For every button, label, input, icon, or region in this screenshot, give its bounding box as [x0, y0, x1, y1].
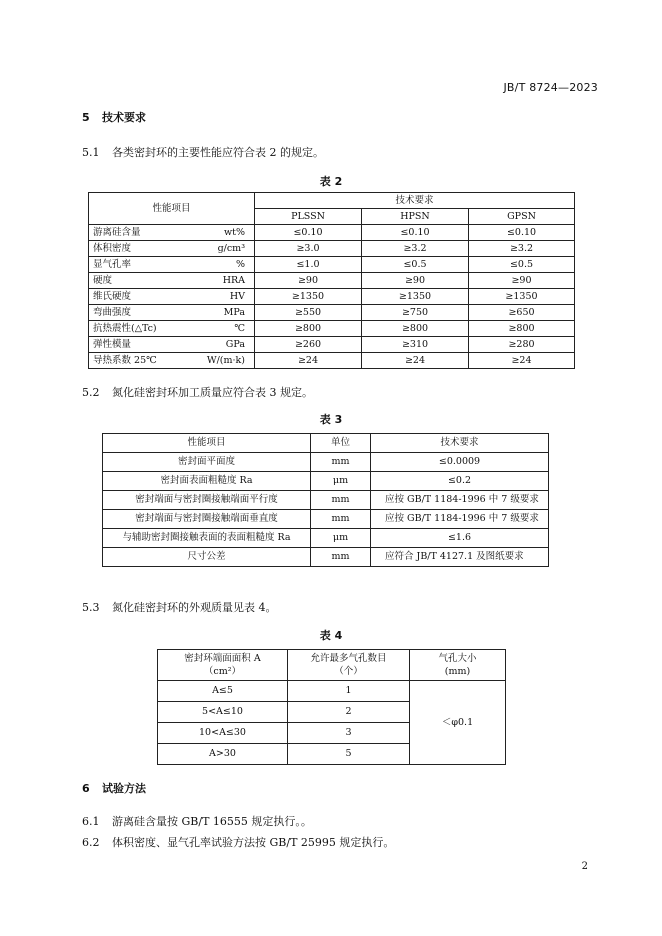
item-cell: 尺寸公差	[103, 548, 311, 567]
table-3-column-header: 单位	[311, 434, 371, 453]
pore-size-cell: ＜φ0.1	[410, 681, 506, 765]
item-cell: 密封端面与密封圈接触端面垂直度	[103, 510, 311, 529]
value-cell: ≥24	[362, 353, 469, 369]
table-3-caption: 表 3	[319, 413, 343, 426]
table-row	[89, 305, 575, 321]
value-cell: ≥1350	[255, 289, 362, 305]
property-unit: MPa	[223, 307, 245, 318]
table-4-header-size: 气孔大小 (mm)	[410, 650, 506, 681]
value-cell: ≥1350	[469, 289, 575, 305]
requirement-cell: ≤1.6	[371, 529, 549, 548]
property-cell	[89, 305, 255, 321]
requirement-cell: 应按 GB/T 1184-1996 中 7 级要求	[371, 510, 549, 529]
table-3	[102, 433, 549, 567]
requirement-cell: ≤0.0009	[371, 453, 549, 472]
value-cell: ≥260	[255, 337, 362, 353]
property-cell	[89, 353, 255, 369]
property-name: 体积密度	[93, 243, 132, 254]
clause-number: 6.1	[82, 815, 100, 828]
property-unit: GPa	[225, 339, 245, 350]
value-cell: ≤0.10	[362, 225, 469, 241]
table-2	[88, 192, 575, 369]
property-name: 弹性模量	[93, 339, 132, 350]
table-3-column-header: 性能项目	[103, 434, 311, 453]
value-cell: ≥280	[469, 337, 575, 353]
clause-number: 6.2	[82, 836, 100, 849]
value-cell: ≥800	[362, 321, 469, 337]
property-unit: g/cm³	[217, 243, 245, 254]
table-2-column-header: GPSN	[469, 209, 575, 225]
clause-5-1	[82, 144, 324, 160]
table-2-header-group: 技术要求	[255, 193, 575, 209]
property-unit: HRA	[222, 275, 245, 286]
item-cell: 密封面平面度	[103, 453, 311, 472]
property-name: 显气孔率	[93, 259, 132, 270]
value-cell: ≥3.2	[362, 241, 469, 257]
property-cell	[89, 337, 255, 353]
property-name: 导热系数 25℃	[93, 355, 157, 366]
property-cell	[89, 273, 255, 289]
table-2-column-header: PLSSN	[255, 209, 362, 225]
property-cell	[89, 257, 255, 273]
value-cell: ≥90	[469, 273, 575, 289]
section-number: 5	[82, 111, 90, 124]
value-cell: ≤0.10	[255, 225, 362, 241]
table-2-caption: 表 2	[319, 175, 343, 188]
clause-text: 各类密封环的主要性能应符合表 2 的规定。	[112, 146, 324, 159]
item-cell: 与辅助密封圈接触表面的表面粗糙度 Ra	[103, 529, 311, 548]
clause-5-2	[82, 384, 313, 400]
section-6-heading	[82, 780, 146, 796]
value-cell: ≤0.10	[469, 225, 575, 241]
count-cell: 1	[288, 681, 410, 702]
unit-cell: μm	[311, 472, 371, 491]
table-row	[89, 337, 575, 353]
value-cell: ≥90	[362, 273, 469, 289]
value-cell: ≥800	[255, 321, 362, 337]
property-cell	[89, 225, 255, 241]
value-cell: ≥550	[255, 305, 362, 321]
unit-cell: mm	[311, 453, 371, 472]
table-row	[158, 681, 506, 702]
section-number: 6	[82, 782, 90, 795]
value-cell: ≥1350	[362, 289, 469, 305]
table-row	[103, 529, 549, 548]
clause-text: 游离硅含量按 GB/T 16555 规定执行。。	[112, 815, 312, 828]
page-number: 2	[581, 861, 588, 872]
property-name: 维氏硬度	[93, 291, 132, 302]
table-4-header-count: 允许最多气孔数目 （个）	[288, 650, 410, 681]
table-row	[89, 321, 575, 337]
table-row	[89, 241, 575, 257]
clause-6-2	[82, 834, 394, 850]
table-4	[157, 649, 506, 765]
table-row	[103, 510, 549, 529]
clause-text: 体积密度、显气孔率试验方法按 GB/T 25995 规定执行。	[112, 836, 395, 849]
property-name: 游离硅含量	[93, 227, 141, 238]
table-row	[89, 289, 575, 305]
value-cell: ≤0.5	[362, 257, 469, 273]
value-cell: ≤1.0	[255, 257, 362, 273]
value-cell: ≥310	[362, 337, 469, 353]
area-cell: A≤5	[158, 681, 288, 702]
property-unit: wt%	[224, 227, 245, 238]
property-unit: HV	[229, 291, 245, 302]
property-unit: ℃	[234, 323, 245, 334]
value-cell: ≥24	[469, 353, 575, 369]
value-cell: ≤0.5	[469, 257, 575, 273]
clause-number: 5.1	[82, 146, 100, 159]
clause-6-1	[82, 813, 312, 829]
requirement-cell: ≤0.2	[371, 472, 549, 491]
count-cell: 2	[288, 702, 410, 723]
unit-cell: μm	[311, 529, 371, 548]
table-row	[89, 353, 575, 369]
requirement-cell: 应按 GB/T 1184-1996 中 7 级要求	[371, 491, 549, 510]
property-cell	[89, 289, 255, 305]
value-cell: ≥650	[469, 305, 575, 321]
table-row	[89, 257, 575, 273]
count-cell: 3	[288, 723, 410, 744]
clause-text: 氮化硅密封环的外观质量见表 4。	[112, 601, 277, 614]
unit-cell: mm	[311, 510, 371, 529]
value-cell: ≥90	[255, 273, 362, 289]
table-4-header-area: 密封环端面面积 A （cm²）	[158, 650, 288, 681]
count-cell: 5	[288, 744, 410, 765]
standard-number: JB/T 8724—2023	[503, 81, 598, 94]
property-cell	[89, 241, 255, 257]
table-row	[103, 472, 549, 491]
item-cell: 密封端面与密封圈接触端面平行度	[103, 491, 311, 510]
value-cell: ≥800	[469, 321, 575, 337]
table-row	[89, 273, 575, 289]
table-3-column-header: 技术要求	[371, 434, 549, 453]
property-name: 弯曲强度	[93, 307, 132, 318]
clause-number: 5.2	[82, 386, 100, 399]
property-name: 硬度	[93, 275, 113, 286]
requirement-cell: 应符合 JB/T 4127.1 及图纸要求	[371, 548, 549, 567]
table-2-header-property: 性能项目	[89, 193, 255, 225]
property-unit: W/(m·k)	[206, 355, 245, 366]
clause-5-3	[82, 599, 277, 615]
item-cell: 密封面表面粗糙度 Ra	[103, 472, 311, 491]
table-row	[103, 548, 549, 567]
unit-cell: mm	[311, 491, 371, 510]
property-cell	[89, 321, 255, 337]
property-unit: %	[235, 259, 245, 270]
table-row	[89, 225, 575, 241]
value-cell: ≥3.0	[255, 241, 362, 257]
clause-text: 氮化硅密封环加工质量应符合表 3 规定。	[112, 386, 313, 399]
area-cell: A>30	[158, 744, 288, 765]
value-cell: ≥3.2	[469, 241, 575, 257]
value-cell: ≥750	[362, 305, 469, 321]
table-row	[103, 453, 549, 472]
area-cell: 10<A≤30	[158, 723, 288, 744]
area-cell: 5<A≤10	[158, 702, 288, 723]
value-cell: ≥24	[255, 353, 362, 369]
unit-cell: mm	[311, 548, 371, 567]
table-2-column-header: HPSN	[362, 209, 469, 225]
table-row	[103, 491, 549, 510]
clause-number: 5.3	[82, 601, 100, 614]
section-title: 试验方法	[102, 782, 146, 795]
table-4-caption: 表 4	[319, 629, 343, 642]
section-5-heading	[82, 109, 146, 125]
property-name: 抗热震性(△Tc)	[93, 323, 157, 334]
section-title: 技术要求	[102, 111, 146, 124]
